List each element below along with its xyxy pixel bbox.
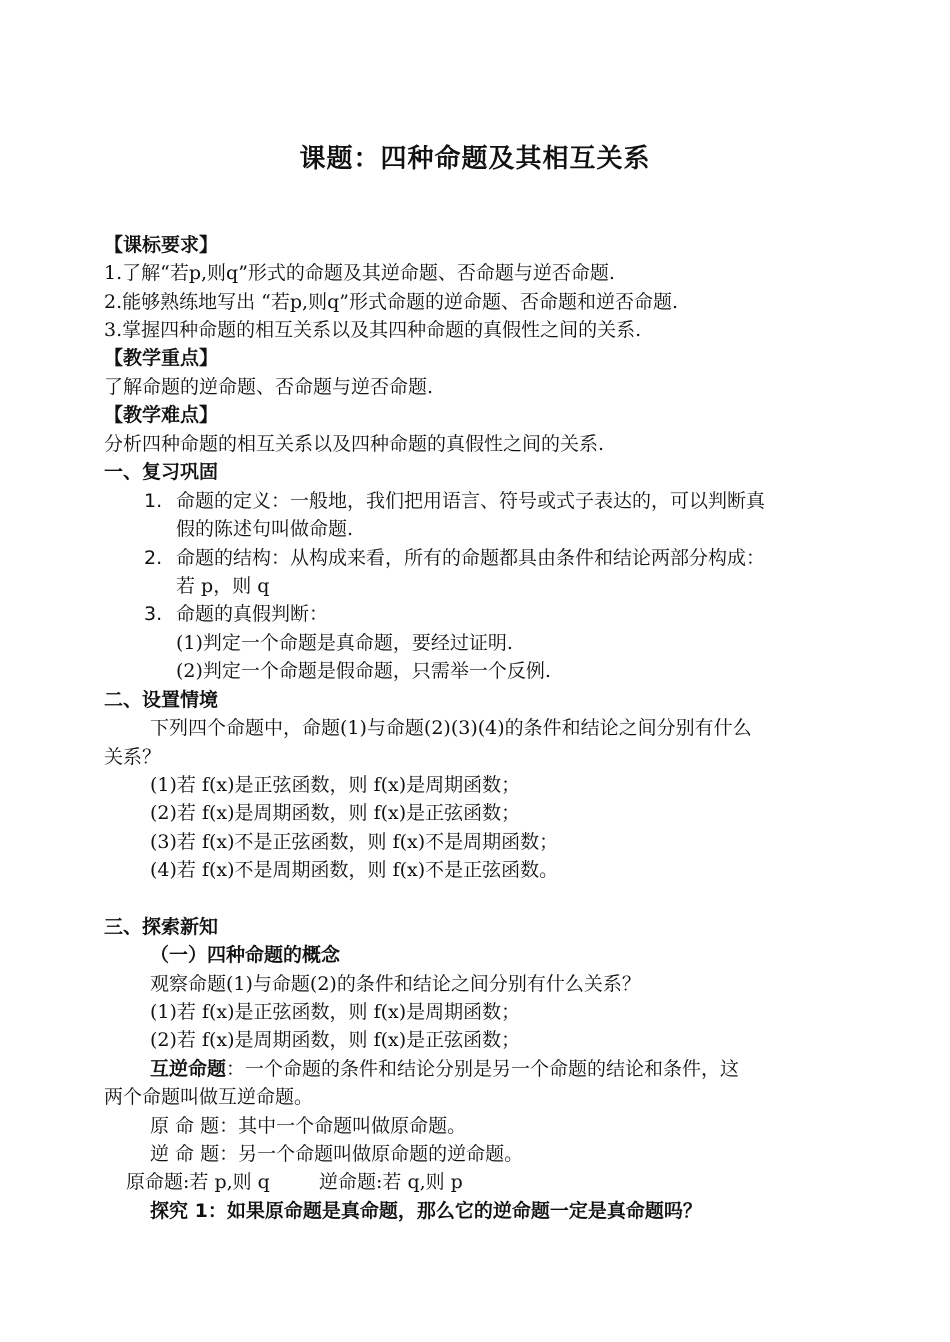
review-item-3-line-1: 命题的真假判断：	[176, 603, 329, 625]
converse-definition-line-2: 两个命题叫做互逆命题。	[104, 1086, 314, 1108]
converse-term: 互逆命题	[150, 1058, 227, 1080]
scenario-proposition-4: (4)若 f(x)不是周期函数，则 f(x)不是正弦函数。	[150, 859, 559, 881]
review-item-1-line-2: 假的陈述句叫做命题.	[176, 518, 354, 540]
requirement-item-1: 1.了解“若p,则q”形式的命题及其逆命题、否命题与逆否命题.	[104, 262, 615, 284]
scenario-intro-line-1: 下列四个命题中，命题(1)与命题(2)(3)(4)的条件和结论之间分别有什么	[150, 717, 752, 739]
original-proposition-form: 原命题:若 p,则 q	[126, 1171, 270, 1193]
inquiry-1: 探究 1：如果原命题是真命题，那么它的逆命题一定是真命题吗？	[150, 1200, 702, 1222]
converse-definition-text: ：一个命题的条件和结论分别是另一个命题的结论和条件，这	[226, 1058, 740, 1080]
review-item-1-line-1: 命题的定义：一般地，我们把用语言、符号或式子表达的，可以判断真	[176, 490, 766, 512]
difficulties-text: 分析四种命题的相互关系以及四种命题的真假性之间的关系.	[104, 433, 605, 455]
page-title: 课题：四种命题及其相互关系	[299, 144, 651, 174]
review-item-2-line-2: 若 p，则 q	[176, 575, 270, 597]
explore-observe: 观察命题(1)与命题(2)的条件和结论之间分别有什么关系？	[150, 973, 641, 995]
requirement-item-2: 2.能够熟练地写出 “若p,则q”形式命题的逆命题、否命题和逆否命题.	[104, 291, 679, 313]
review-heading: 一、复习巩固	[104, 461, 219, 483]
review-item-3-number: 3.	[144, 603, 163, 625]
inverse-proposition-form: 逆命题:若 q,则 p	[319, 1171, 463, 1193]
review-item-1-number: 1.	[144, 490, 163, 512]
key-points-text: 了解命题的逆命题、否命题与逆否命题.	[104, 376, 434, 398]
review-item-2-number: 2.	[144, 547, 163, 569]
converse-definition-line-1	[150, 1056, 739, 1082]
scenario-proposition-1: (1)若 f(x)是正弦函数，则 f(x)是周期函数；	[150, 774, 521, 796]
requirement-item-3: 3.掌握四种命题的相互关系以及其四种命题的真假性之间的关系.	[104, 319, 642, 341]
explore-proposition-1: (1)若 f(x)是正弦函数，则 f(x)是周期函数；	[150, 1001, 521, 1023]
key-points-heading: 【教学重点】	[104, 347, 219, 369]
explore-heading: 三、探索新知	[104, 916, 219, 938]
inverse-proposition-definition: 逆 命 题：另一个命题叫做原命题的逆命题。	[150, 1143, 524, 1165]
review-item-3-sub-1: (1)判定一个命题是真命题，要经过证明.	[176, 632, 513, 654]
original-proposition-definition: 原 命 题：其中一个命题叫做原命题。	[150, 1115, 467, 1137]
scenario-proposition-2: (2)若 f(x)是周期函数，则 f(x)是正弦函数；	[150, 802, 521, 824]
scenario-proposition-3: (3)若 f(x)不是正弦函数，则 f(x)不是周期函数；	[150, 831, 559, 853]
explore-subheading: （一）四种命题的概念	[150, 944, 341, 966]
review-item-3-sub-2: (2)判定一个命题是假命题，只需举一个反例.	[176, 660, 551, 682]
requirements-heading: 【课标要求】	[104, 234, 219, 256]
explore-proposition-2: (2)若 f(x)是周期函数，则 f(x)是正弦函数；	[150, 1029, 521, 1051]
scenario-heading: 二、设置情境	[104, 689, 219, 711]
scenario-intro-line-2: 关系？	[104, 746, 162, 768]
review-item-2-line-1: 命题的结构：从构成来看，所有的命题都具由条件和结论两部分构成：	[176, 547, 766, 569]
difficulties-heading: 【教学难点】	[104, 404, 219, 426]
